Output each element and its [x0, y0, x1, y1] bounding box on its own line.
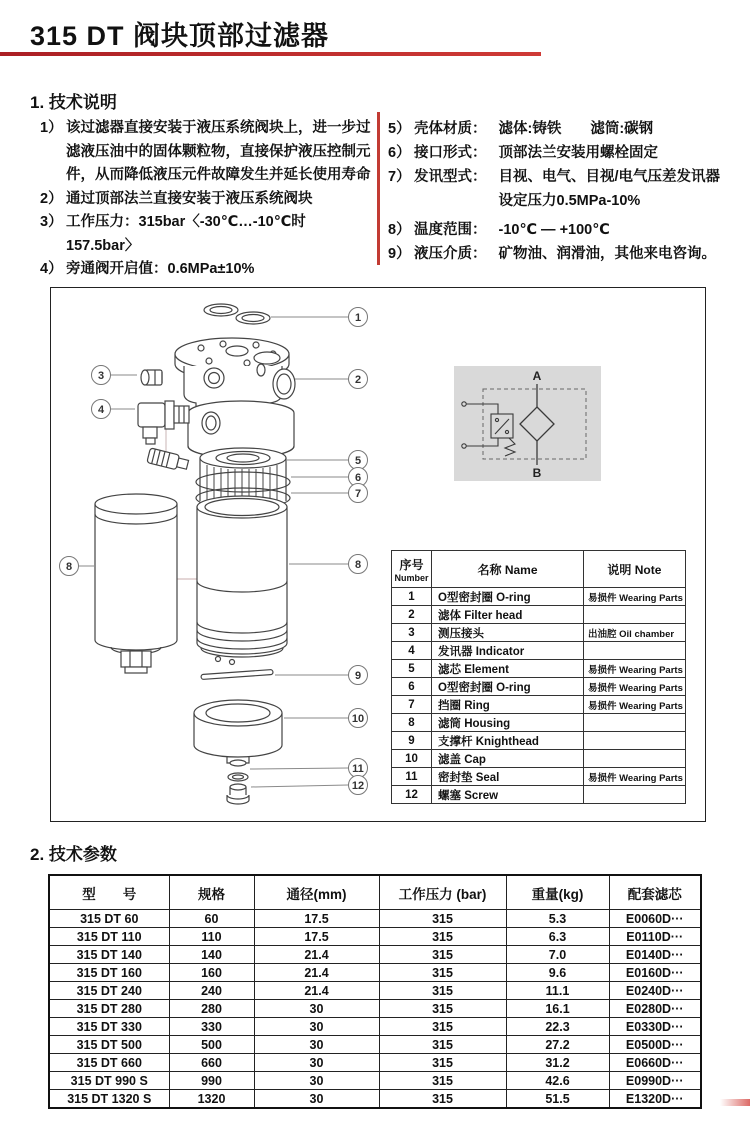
table-cell: 5: [392, 660, 432, 678]
table-cell: [584, 786, 686, 804]
note-item-4: [40, 258, 374, 282]
part-housing-left: [95, 494, 177, 673]
table-cell: 1320: [169, 1090, 254, 1109]
callout-1: [349, 308, 368, 327]
note-text: 通过顶部法兰直接安装于液压系统阀块: [66, 190, 313, 207]
part-screw-plug: [227, 784, 249, 804]
table-cell: 11: [392, 768, 432, 786]
table-cell: 315: [379, 1072, 506, 1090]
table-cell: E1320D···: [609, 1090, 701, 1109]
table-cell: 11.1: [506, 982, 609, 1000]
note-item-6: [388, 141, 738, 165]
table-row: [49, 1072, 701, 1090]
table-row: [392, 678, 686, 696]
note-text: 旁通阀开启值：0.6MPa±10%: [66, 261, 255, 277]
table-cell: [584, 714, 686, 732]
page-corner-accent: [720, 1099, 750, 1106]
callout-5: [349, 451, 368, 470]
parts-table-header-row: [392, 551, 686, 588]
table-cell: E0330D···: [609, 1018, 701, 1036]
callout-8-right: [349, 555, 368, 574]
table-cell: 9: [392, 732, 432, 750]
table-cell: 30: [254, 1018, 379, 1036]
table-cell: [584, 642, 686, 660]
table-cell: E0160D···: [609, 964, 701, 982]
part-filter-head: [175, 338, 295, 458]
table-row: [392, 696, 686, 714]
table-cell: 30: [254, 1000, 379, 1018]
table-cell: 315 DT 240: [49, 982, 169, 1000]
table-cell: 30: [254, 1036, 379, 1054]
table-cell: 17.5: [254, 910, 379, 928]
table-cell: 滤筒 Housing: [432, 714, 584, 732]
table-cell: 30: [254, 1072, 379, 1090]
table-cell: 2: [392, 606, 432, 624]
table-cell: 12: [392, 786, 432, 804]
part-knighthead-rod: [201, 669, 273, 679]
params-col-element: 配套滤芯: [609, 875, 701, 910]
svg-text:8: 8: [65, 561, 73, 573]
table-cell: 螺塞 Screw: [432, 786, 584, 804]
table-cell: 支撑杆 Knighthead: [432, 732, 584, 750]
table-cell: 10: [392, 750, 432, 768]
note-label: 壳体材质：: [414, 121, 487, 137]
note-number: 3）: [40, 214, 63, 230]
part-pressure-fitting: [141, 370, 162, 385]
params-col-pressure: 工作压力 (bar): [379, 875, 506, 910]
port-label-b: B: [532, 466, 542, 480]
table-cell: 315: [379, 946, 506, 964]
callout-7: [349, 484, 368, 503]
svg-text:4: 4: [97, 404, 105, 416]
table-cell: 4: [392, 642, 432, 660]
table-cell: 31.2: [506, 1054, 609, 1072]
table-cell: 21.4: [254, 982, 379, 1000]
table-cell: 315 DT 160: [49, 964, 169, 982]
params-col-model: 型 号: [49, 875, 169, 910]
params-col-spec: 规格: [169, 875, 254, 910]
table-cell: 315 DT 1320 S: [49, 1090, 169, 1109]
note-item-2: [40, 188, 374, 212]
table-row: [49, 1054, 701, 1072]
params-col-diameter: 通径(mm): [254, 875, 379, 910]
table-cell: 500: [169, 1036, 254, 1054]
callout-11: [349, 759, 368, 778]
table-cell: 易损件 Wearing Parts: [584, 588, 686, 606]
table-cell: 1: [392, 588, 432, 606]
table-cell: 315 DT 990 S: [49, 1072, 169, 1090]
red-divider-line: [0, 52, 541, 56]
note-label: 接口形式：: [414, 145, 487, 161]
table-cell: 42.6: [506, 1072, 609, 1090]
svg-text:10: 10: [351, 713, 365, 725]
table-cell: E0280D···: [609, 1000, 701, 1018]
exploded-view-panel: [50, 287, 706, 822]
table-cell: [584, 732, 686, 750]
table-cell: 易损件 Wearing Parts: [584, 678, 686, 696]
table-cell: 5.3: [506, 910, 609, 928]
table-cell: 110: [169, 928, 254, 946]
table-cell: 315: [379, 1000, 506, 1018]
table-cell: 27.2: [506, 1036, 609, 1054]
note-text: 矿物油、润滑油，其他来电咨询。: [498, 246, 716, 262]
table-row: [49, 982, 701, 1000]
table-cell: 7.0: [506, 946, 609, 964]
callout-3: [92, 366, 111, 385]
note-number: 6）: [388, 145, 411, 161]
table-cell: 测压接头: [432, 624, 584, 642]
table-cell: 330: [169, 1018, 254, 1036]
table-cell: E0240D···: [609, 982, 701, 1000]
table-cell: 315: [379, 982, 506, 1000]
table-cell: 315 DT 110: [49, 928, 169, 946]
svg-text:9: 9: [354, 670, 362, 682]
note-item-3: [40, 211, 374, 258]
section-title-tech-description: 1. 技术说明: [30, 93, 117, 112]
table-cell: E0060D···: [609, 910, 701, 928]
table-cell: 6: [392, 678, 432, 696]
table-row: [392, 768, 686, 786]
parts-table: [391, 550, 686, 804]
red-column-divider: [377, 112, 380, 265]
table-cell: 315 DT 500: [49, 1036, 169, 1054]
table-cell: O型密封圈 O-ring: [432, 588, 584, 606]
page-title: 315 DT 阀块顶部过滤器: [30, 21, 330, 51]
table-cell: 315: [379, 910, 506, 928]
table-row: [392, 750, 686, 768]
table-cell: 21.4: [254, 946, 379, 964]
table-cell: 9.6: [506, 964, 609, 982]
note-number: 2）: [40, 190, 63, 207]
table-cell: [584, 606, 686, 624]
parameters-table-header-row: [49, 875, 701, 910]
table-cell: 51.5: [506, 1090, 609, 1109]
table-row: [392, 732, 686, 750]
table-cell: 17.5: [254, 928, 379, 946]
table-cell: 8: [392, 714, 432, 732]
table-row: [392, 786, 686, 804]
callout-12: [349, 776, 368, 795]
table-row: [392, 606, 686, 624]
note-label: 温度范围：: [414, 222, 487, 238]
svg-text:12: 12: [351, 780, 365, 792]
table-cell: E0990D···: [609, 1072, 701, 1090]
parameters-table: [48, 874, 702, 1109]
callout-10: [349, 709, 368, 728]
table-cell: 滤芯 Element: [432, 660, 584, 678]
table-cell: 315: [379, 1018, 506, 1036]
svg-text:6: 6: [354, 472, 362, 484]
note-number: 1）: [40, 120, 63, 136]
table-cell: 30: [254, 1054, 379, 1072]
table-cell: 315 DT 140: [49, 946, 169, 964]
note-item-9: [388, 242, 738, 266]
table-cell: E0110D···: [609, 928, 701, 946]
table-row: [49, 964, 701, 982]
parts-col-note: 说明 Note: [584, 551, 686, 588]
table-cell: 出油腔 Oil chamber: [584, 624, 686, 642]
table-row: [392, 642, 686, 660]
table-cell: 60: [169, 910, 254, 928]
table-row: [49, 1000, 701, 1018]
table-row: [49, 946, 701, 964]
table-row: [392, 588, 686, 606]
part-housing-right: [197, 496, 287, 665]
table-cell: E0500D···: [609, 1036, 701, 1054]
table-cell: 22.3: [506, 1018, 609, 1036]
table-cell: 315: [379, 928, 506, 946]
note-number: 9）: [388, 246, 411, 262]
part-cap: [194, 700, 282, 766]
table-cell: 315 DT 660: [49, 1054, 169, 1072]
table-cell: 315: [379, 964, 506, 982]
part-o-rings-top: [204, 304, 270, 324]
svg-text:5: 5: [354, 455, 362, 467]
table-cell: 滤盖 Cap: [432, 750, 584, 768]
table-cell: 3: [392, 624, 432, 642]
table-cell: 密封垫 Seal: [432, 768, 584, 786]
port-label-a: A: [532, 369, 542, 383]
table-cell: E0660D···: [609, 1054, 701, 1072]
section-title-tech-parameters: 2. 技术参数: [30, 845, 117, 864]
tech-notes-left-column: [40, 117, 374, 282]
table-cell: 315: [379, 1090, 506, 1109]
table-row: [392, 624, 686, 642]
note-item-8: [388, 218, 738, 242]
table-cell: 315: [379, 1036, 506, 1054]
note-item-5: [388, 117, 738, 141]
table-row: [49, 910, 701, 928]
table-cell: E0140D···: [609, 946, 701, 964]
note-text: 滤体:铸铁 滤筒:碳钢: [498, 121, 654, 137]
svg-text:7: 7: [354, 488, 362, 500]
table-cell: 易损件 Wearing Parts: [584, 768, 686, 786]
hydraulic-schematic: [454, 366, 601, 481]
table-cell: 滤体 Filter head: [432, 606, 584, 624]
note-label: 发讯型式：: [414, 169, 487, 185]
table-cell: 315 DT 60: [49, 910, 169, 928]
callout-9: [349, 666, 368, 685]
svg-text:2: 2: [354, 374, 362, 386]
part-indicator-elbow: [138, 401, 189, 472]
note-text: -10℃ — +100℃: [498, 222, 610, 238]
table-cell: 7: [392, 696, 432, 714]
note-number: 5）: [388, 121, 411, 137]
table-cell: 140: [169, 946, 254, 964]
table-cell: 易损件 Wearing Parts: [584, 660, 686, 678]
table-cell: 30: [254, 1090, 379, 1109]
parts-col-name: 名称 Name: [432, 551, 584, 588]
table-cell: 315 DT 330: [49, 1018, 169, 1036]
callout-8-left: [60, 557, 79, 576]
filter-exploded-parts: [95, 304, 295, 804]
table-cell: 240: [169, 982, 254, 1000]
svg-text:3: 3: [97, 370, 105, 382]
note-text-line2: 设定压力0.5MPa-10%: [498, 193, 641, 209]
table-cell: 315: [379, 1054, 506, 1072]
table-cell: 21.4: [254, 964, 379, 982]
table-cell: 990: [169, 1072, 254, 1090]
svg-text:1: 1: [354, 312, 362, 324]
table-row: [392, 660, 686, 678]
note-number: 8）: [388, 222, 411, 238]
table-cell: O型密封圈 O-ring: [432, 678, 584, 696]
svg-text:11: 11: [352, 763, 364, 775]
note-number: 4）: [40, 261, 63, 277]
tech-notes-right-column: [388, 117, 738, 266]
table-row: [49, 1090, 701, 1109]
table-row: [49, 928, 701, 946]
part-seal: [228, 773, 248, 781]
note-text: 该过滤器直接安装于液压系统阀块上，进一步过滤液压油中的固体颗粒物，直接保护液压控制元件，从而降低液压元件故障发生并延长使用寿命: [66, 120, 371, 183]
note-text: 目视、电气、目视/电气压差发讯器: [498, 169, 721, 185]
note-item-7: [388, 165, 738, 213]
table-cell: 160: [169, 964, 254, 982]
table-cell: 280: [169, 1000, 254, 1018]
table-row: [392, 714, 686, 732]
table-row: [49, 1018, 701, 1036]
table-cell: 16.1: [506, 1000, 609, 1018]
table-cell: 发讯器 Indicator: [432, 642, 584, 660]
note-text: 工作压力：315bar〈-30℃…-10℃时 157.5bar〉: [66, 214, 306, 254]
table-cell: 易损件 Wearing Parts: [584, 696, 686, 714]
callout-4: [92, 400, 111, 419]
note-text: 顶部法兰安装用螺栓固定: [498, 145, 658, 161]
table-cell: 6.3: [506, 928, 609, 946]
table-cell: 315 DT 280: [49, 1000, 169, 1018]
note-item-1: [40, 117, 374, 188]
note-label: 液压介质：: [414, 246, 487, 262]
table-row: [49, 1036, 701, 1054]
note-number: 7）: [388, 169, 411, 185]
callout-2: [349, 370, 368, 389]
table-cell: [584, 750, 686, 768]
table-cell: 660: [169, 1054, 254, 1072]
parts-col-number: 序号 Number: [392, 551, 432, 588]
svg-text:8: 8: [354, 559, 362, 571]
part-o-ring-6: [196, 472, 290, 492]
params-col-weight: 重量(kg): [506, 875, 609, 910]
table-cell: 挡圈 Ring: [432, 696, 584, 714]
